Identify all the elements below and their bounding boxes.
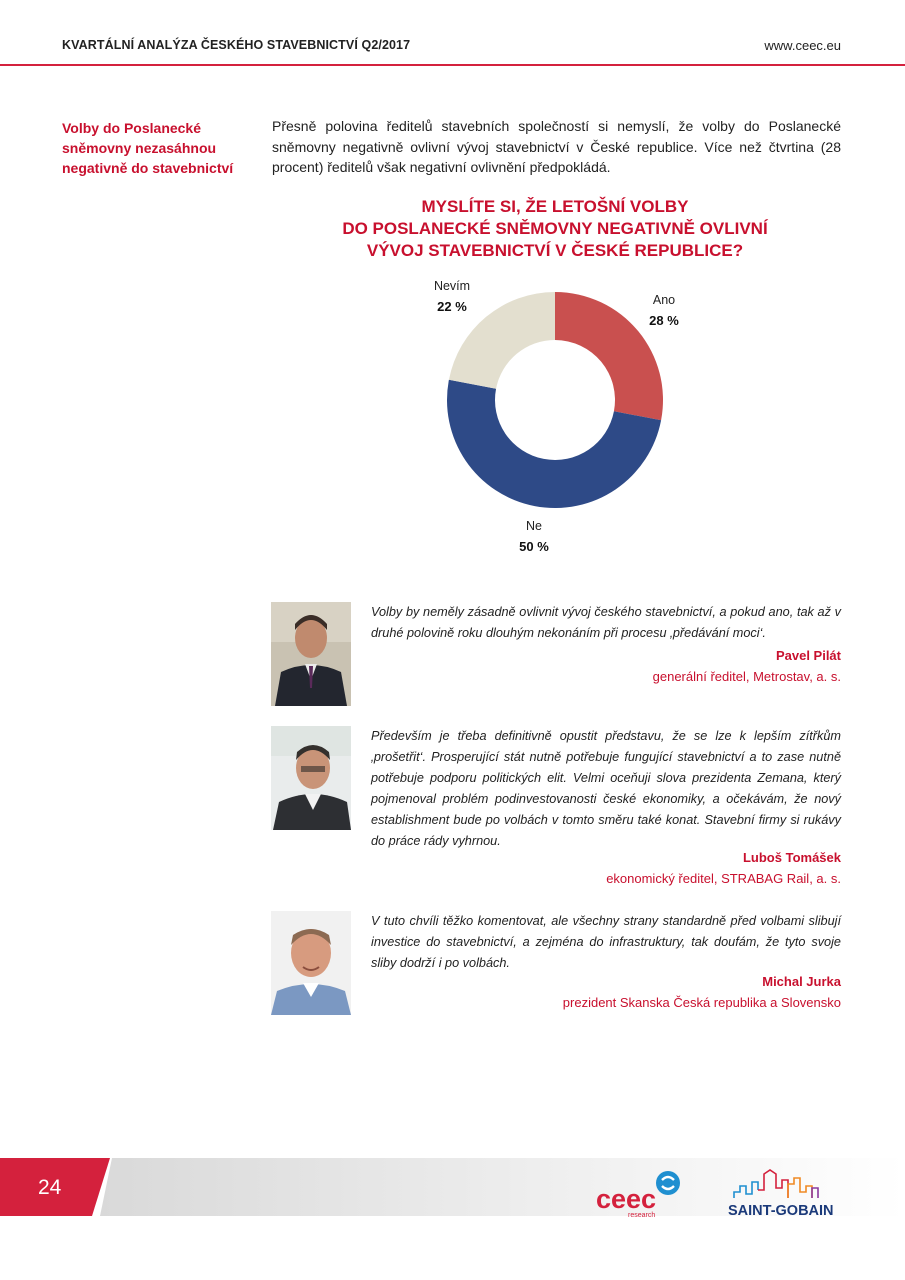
slice-label: Ne — [526, 519, 542, 533]
quote-author-role: ekonomický ředitel, STRABAG Rail, a. s. — [606, 871, 841, 886]
quote-text: Především je třeba definitivně opustit představu, že se lze k lepším zítřkům ‚prošetřit‘. Prosperující stát nutně potřebuje fungující stavebnictví a to zase nutně potřebuje podporu politických elit. Velmi oceňuji slova prezidenta Zemana, který pojmenoval problém podinvestovanosti české ekonomiky, a očekávám, že nový establishment bude po volbách v tomto směru také konat. Stavební firmy si rukávy do práce rády vyhrnou. — [371, 729, 841, 848]
chart-title-line-2: DO POSLANECKÉ SNĚMOVNY NEGATIVNĚ OVLIVNÍ — [342, 219, 768, 238]
quote-text: Volby by neměly zásadně ovlivnit vývoj českého stavebnictví, a pokud ano, tak až v druhé polovině roku dlouhým nekonáním při procesu ‚předávání moci‘. — [371, 605, 841, 640]
ceec-logo-subtext: research — [628, 1212, 656, 1218]
slice-value: 22 % — [437, 299, 467, 314]
quote-author-name: Michal Jurka — [762, 974, 841, 989]
header-divider — [0, 64, 905, 66]
header-url[interactable]: www.ceec.eu — [764, 38, 841, 53]
quote-author-name: Pavel Pilát — [775, 648, 841, 663]
donut-chart — [400, 270, 710, 560]
chart-title-line-1: MYSLÍTE SI, ŽE LETOŠNÍ VOLBY — [421, 197, 689, 216]
quote-block — [271, 602, 841, 712]
ceec-logo-text: ceec — [596, 1184, 657, 1214]
portrait-photo — [271, 726, 351, 830]
slice-value: 28 % — [649, 313, 679, 328]
header-title: KVARTÁLNÍ ANALÝZA ČESKÉHO STAVEBNICTVÍ Q2/2017 — [62, 38, 411, 52]
portrait-photo — [271, 602, 351, 706]
intro-paragraph: Přesně polovina ředitelů stavebních společností si nemyslí, že volby do Poslanecké sněmovny negativně ovlivní vývoj stavebnictví v České republice. Více než čtvrtina (28 procent) ředitelů však negativní ovlivnění předpokládá. — [272, 118, 841, 175]
slice-label: Nevím — [433, 279, 471, 293]
saint-gobain-logo — [726, 1168, 846, 1220]
section-heading: Volby do Poslanecké sněmovny nezasáhnou negativně do stavebnictví — [62, 120, 234, 176]
quote-author-name: Luboš Tomášek — [742, 850, 841, 865]
slice-value: 50 % — [519, 539, 549, 554]
chart-title-line-3: VÝVOJ STAVEBNICTVÍ V ČESKÉ REPUBLICE? — [366, 241, 744, 260]
saint-gobain-logo-text: SAINT-GOBAIN — [728, 1203, 834, 1219]
portrait-photo — [271, 911, 351, 1015]
slice-label: Ano — [652, 293, 676, 307]
quote-author-role: generální ředitel, Metrostav, a. s. — [652, 669, 841, 684]
chart-title — [300, 196, 810, 262]
donut-slice-ano — [555, 292, 663, 420]
quote-block — [271, 911, 841, 1021]
quote-text: V tuto chvíli těžko komentovat, ale všechny strany standardně před volbami slibují investice do stavebnictví, a zejména do infrastruktury, tak doufám, že tyto svoje sliby dodrží i po volbách. — [371, 914, 841, 970]
quote-author-role: prezident Skanska Česká republika a Slovensko — [562, 995, 841, 1010]
page-number: 24 — [38, 1176, 62, 1199]
quote-block — [271, 726, 841, 896]
ceec-logo — [594, 1168, 690, 1218]
